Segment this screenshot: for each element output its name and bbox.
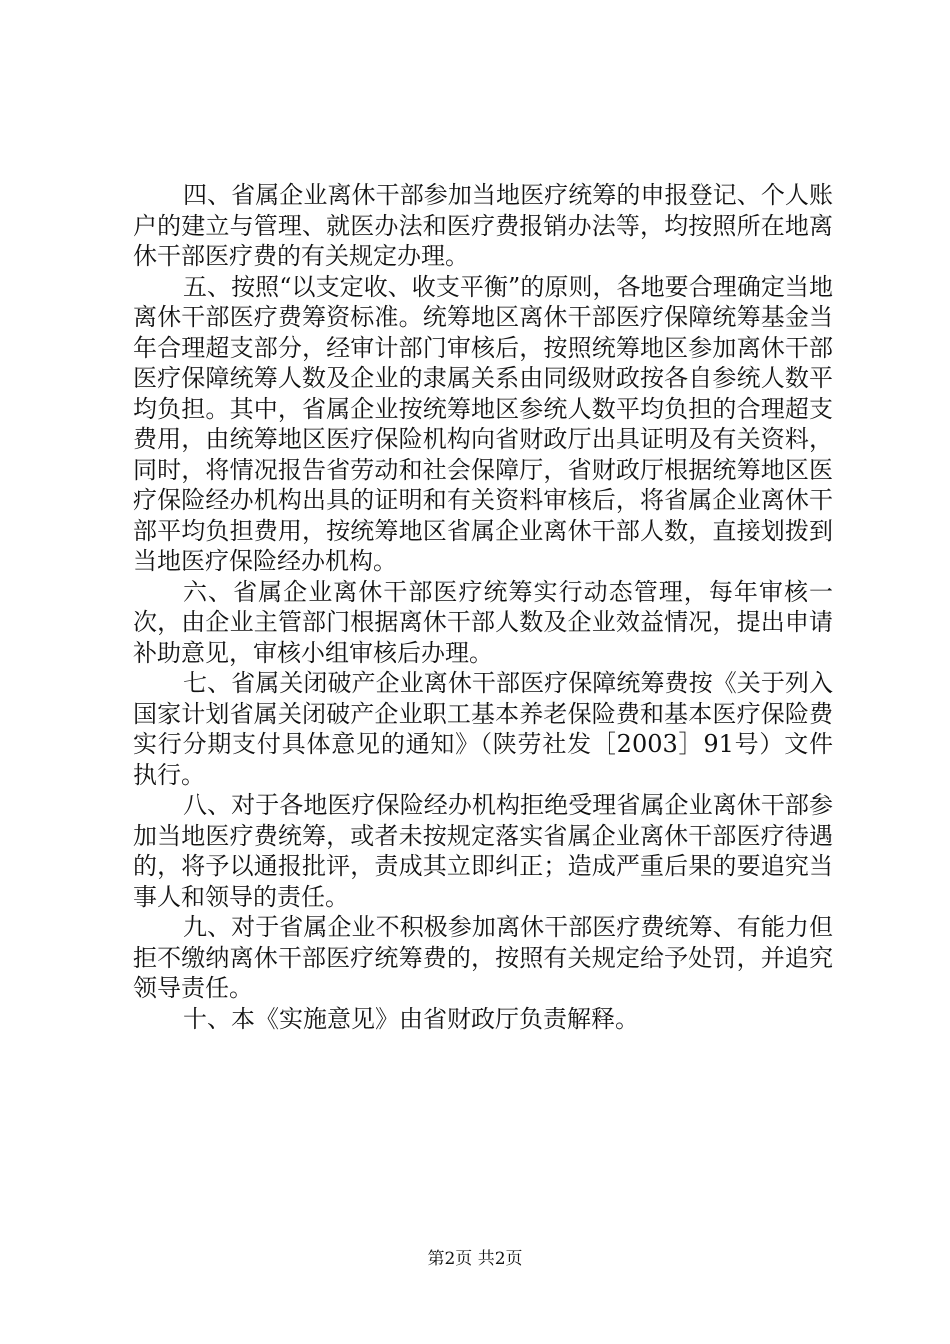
document-body xyxy=(133,180,833,1034)
page-number-label: 第2页 共2页 xyxy=(427,1249,523,1269)
paragraph-item-5: 五、按照“以支定收、收支平衡”的原则，各地要合理确定当地离休干部医疗费筹资标准。统筹地区离休干部医疗保障统筹基金当年合理超支部分，经审计部门审核后，按照统筹地区参加离休干部医疗保障统筹人数及企业的隶属关系由同级财政按各自参统人数平均负担。其中，省属企业按统筹地区参统人数平均负担的合理超支费用，由统筹地区医疗保险机构向省财政厅出具证明及有关资料，同时，将情况报告省劳动和社会保障厅，省财政厅根据统筹地区医疗保险经办机构出具的证明和有关资料审核后，将省属企业离休干部平均负担费用，按统筹地区省属企业离休干部人数，直接划拨到当地医疗保险经办机构。 xyxy=(133,272,833,575)
paragraph-item-7: 七、省属关闭破产企业离休干部医疗保障统筹费按《关于列入国家计划省属关闭破产企业职工基本养老保险费和基本医疗保险费实行分期支付具体意见的通知》（陕劳社发［2003］91号）文件执行。 xyxy=(133,669,833,789)
paragraph-item-6: 六、省属企业离休干部医疗统筹实行动态管理，每年审核一次，由企业主管部门根据离休干部人数及企业效益情况，提出申请补助意见，审核小组审核后办理。 xyxy=(133,577,833,667)
paragraph-item-4: 四、省属企业离休干部参加当地医疗统筹的申报登记、个人账户的建立与管理、就医办法和医疗费报销办法等，均按照所在地离休干部医疗费的有关规定办理。 xyxy=(133,181,833,270)
page-footer xyxy=(0,1244,950,1269)
paragraph-item-8: 八、对于各地医疗保险经办机构拒绝受理省属企业离休干部参加当地医疗费统筹，或者未按规定落实省属企业离休干部医疗待遇的，将予以通报批评，责成其立即纠正；造成严重后果的要追究当事人和领导的责任。 xyxy=(133,791,833,911)
paragraph-item-10: 十、本《实施意见》由省财政厅负责解释。 xyxy=(183,1004,639,1033)
paragraph-item-9: 九、对于省属企业不积极参加离休干部医疗费统筹、有能力但拒不缴纳离休干部医疗统筹费的，按照有关规定给予处罚，并追究领导责任。 xyxy=(133,913,833,1002)
